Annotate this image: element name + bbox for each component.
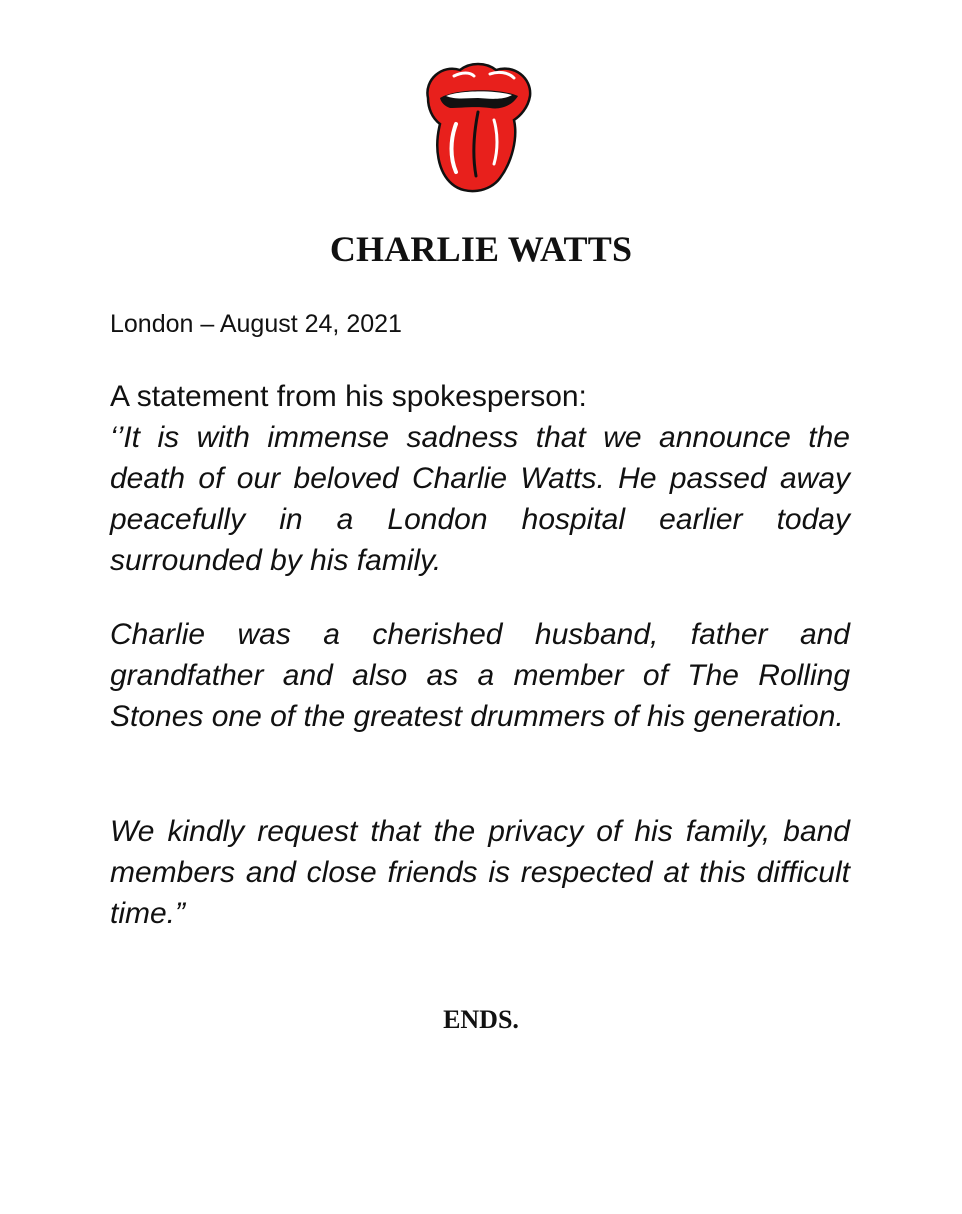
tongue-and-lips-icon: [420, 58, 536, 194]
statement-paragraph-2: Charlie was a cherished husband, father and grandfather and also as a member of The Rolling Stones one of the greatest drummers of his generation.: [110, 618, 850, 733]
statement-paragraph-1: ‘’It is with immense sadness that we announce the death of our beloved Charlie Watts. He passed away peacefully in a London hospital earlier today surrounded by his family.: [110, 421, 850, 577]
statement-intro: A statement from his spokesperson:: [110, 380, 587, 413]
page-title: CHARLIE WATTS: [329, 229, 633, 269]
dateline: London – August 24, 2021: [110, 310, 402, 338]
ends-marker: ENDS.: [443, 1005, 519, 1034]
statement-paragraph-3: We kindly request that the privacy of his family, band members and close friends is respected at this difficult time.”: [110, 815, 850, 930]
